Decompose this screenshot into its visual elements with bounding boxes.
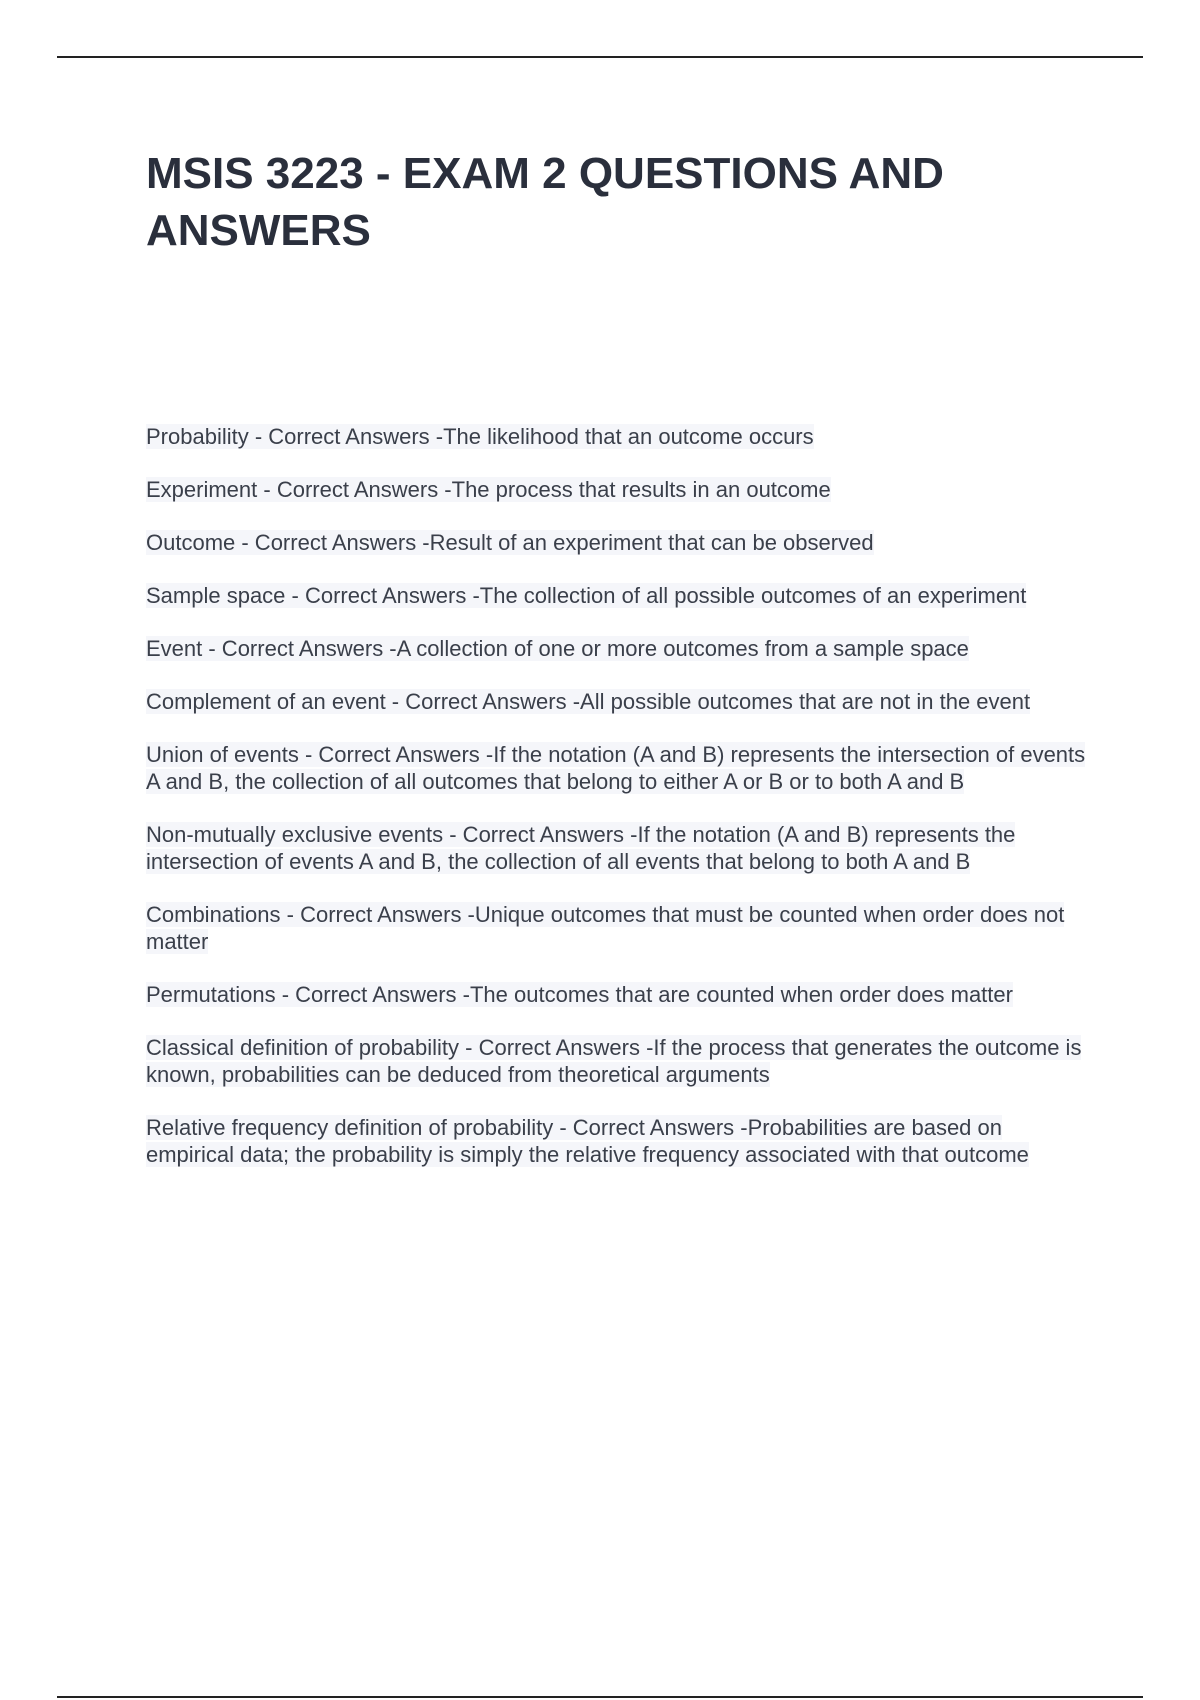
qa-text: Classical definition of probability - Correct Answers -If the process that generates the outcome is known, probabilities can be deduced from theoretical arguments xyxy=(146,1035,1082,1087)
qa-item xyxy=(146,1114,1096,1168)
qa-item xyxy=(146,981,1096,1008)
qa-text: Experiment - Correct Answers -The process that results in an outcome xyxy=(146,477,831,502)
qa-text: Combinations - Correct Answers -Unique outcomes that must be counted when order does not matter xyxy=(146,902,1065,954)
qa-item xyxy=(146,582,1096,609)
page-title: MSIS 3223 - EXAM 2 QUESTIONS AND ANSWERS xyxy=(146,149,944,255)
qa-item xyxy=(146,821,1096,875)
qa-text: Sample space - Correct Answers -The collection of all possible outcomes of an experiment xyxy=(146,583,1027,608)
qa-item xyxy=(146,529,1096,556)
qa-list xyxy=(146,423,1096,1194)
qa-text: Event - Correct Answers -A collection of one or more outcomes from a sample space xyxy=(146,636,969,661)
qa-item xyxy=(146,635,1096,662)
qa-item xyxy=(146,476,1096,503)
qa-text: Complement of an event - Correct Answers -All possible outcomes that are not in the event xyxy=(146,689,1031,714)
qa-item xyxy=(146,423,1096,450)
qa-text: Outcome - Correct Answers -Result of an experiment that can be observed xyxy=(146,530,874,555)
qa-text: Permutations - Correct Answers -The outcomes that are counted when order does matter xyxy=(146,982,1013,1007)
qa-item xyxy=(146,741,1096,795)
qa-text: Probability - Correct Answers -The likelihood that an outcome occurs xyxy=(146,424,814,449)
qa-text: Union of events - Correct Answers -If the notation (A and B) represents the intersection of events A and B, the collection of all outcomes that belong to either A or B or to both A and B xyxy=(146,742,1086,794)
qa-item xyxy=(146,1034,1096,1088)
qa-text: Relative frequency definition of probability - Correct Answers -Probabilities are based on empirical data; the probability is simply the relative frequency associated with that outcome xyxy=(146,1115,1029,1167)
bottom-rule xyxy=(57,1696,1143,1698)
top-rule xyxy=(57,56,1143,58)
qa-text: Non-mutually exclusive events - Correct Answers -If the notation (A and B) represents the intersection of events A and B, the collection of all events that belong to both A and B xyxy=(146,822,1016,874)
qa-item xyxy=(146,901,1096,955)
qa-item xyxy=(146,688,1096,715)
